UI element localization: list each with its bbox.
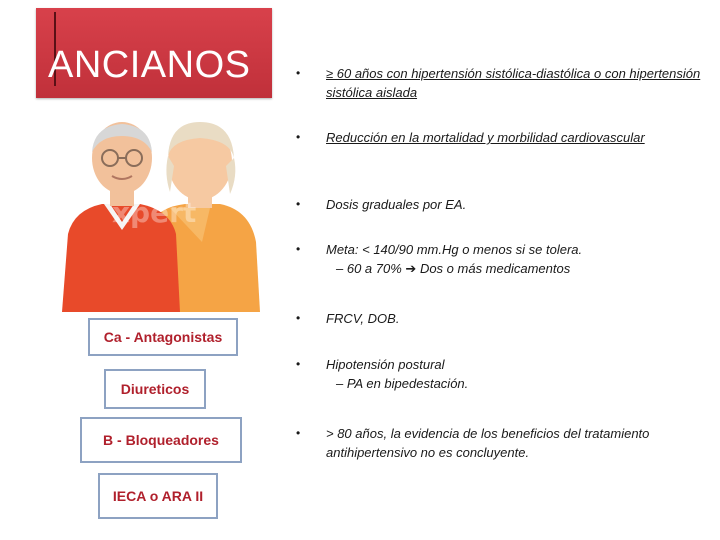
page-title: ANCIANOS xyxy=(48,44,251,86)
list-item-sub: – PA en bipedestación. xyxy=(336,376,469,391)
list-item-main: Hipotensión postural xyxy=(326,357,445,372)
list-item-text: > 80 años, la evidencia de los beneficios del tratamiento antihipertensivo no es concluyente. xyxy=(326,426,650,460)
title-banner xyxy=(36,8,272,98)
drug-label: Ca - Antagonistas xyxy=(103,329,223,345)
drug-label: Diureticos xyxy=(120,381,190,397)
list-item-text: Dosis graduales por EA. xyxy=(326,197,467,212)
list-item-text: FRCV, DOB. xyxy=(326,311,400,326)
list-item-text xyxy=(326,355,704,393)
elderly-couple-icon xyxy=(60,112,270,327)
bullet-icon: • xyxy=(296,242,301,256)
sub-prefix: – 60 a 70% xyxy=(336,261,402,276)
bullet-icon: • xyxy=(296,426,301,440)
list-item-sub xyxy=(326,259,704,278)
drug-box-ca-antagonistas xyxy=(88,318,238,356)
drug-label: B - Bloqueadores xyxy=(103,432,219,448)
list-item-text: ≥ 60 años con hipertensión sistólica-diastólica o con hipertensión sistólica aislada xyxy=(326,66,701,100)
bullet-icon: • xyxy=(296,311,301,325)
bullet-icon: • xyxy=(296,357,301,371)
drug-box-ieca-ara xyxy=(98,473,218,519)
bullet-icon: • xyxy=(296,197,301,211)
sub-suffix: Dos o más medicamentos xyxy=(419,261,571,276)
drug-box-b-bloqueadores xyxy=(80,417,242,463)
list-item-text xyxy=(326,240,704,278)
drug-label: IECA o ARA II xyxy=(112,488,204,504)
watermark-text: xpert xyxy=(112,196,197,229)
list-item-text: Reducción en la mortalidad y morbilidad cardiovascular xyxy=(326,130,645,145)
drug-box-diureticos xyxy=(104,369,206,409)
bullet-icon: • xyxy=(296,66,301,80)
list-item-main: Meta: < 140/90 mm.Hg o menos si se tolera. xyxy=(326,242,583,257)
arrow-right-icon: ➔ xyxy=(405,261,417,276)
bullet-icon: • xyxy=(296,130,301,144)
